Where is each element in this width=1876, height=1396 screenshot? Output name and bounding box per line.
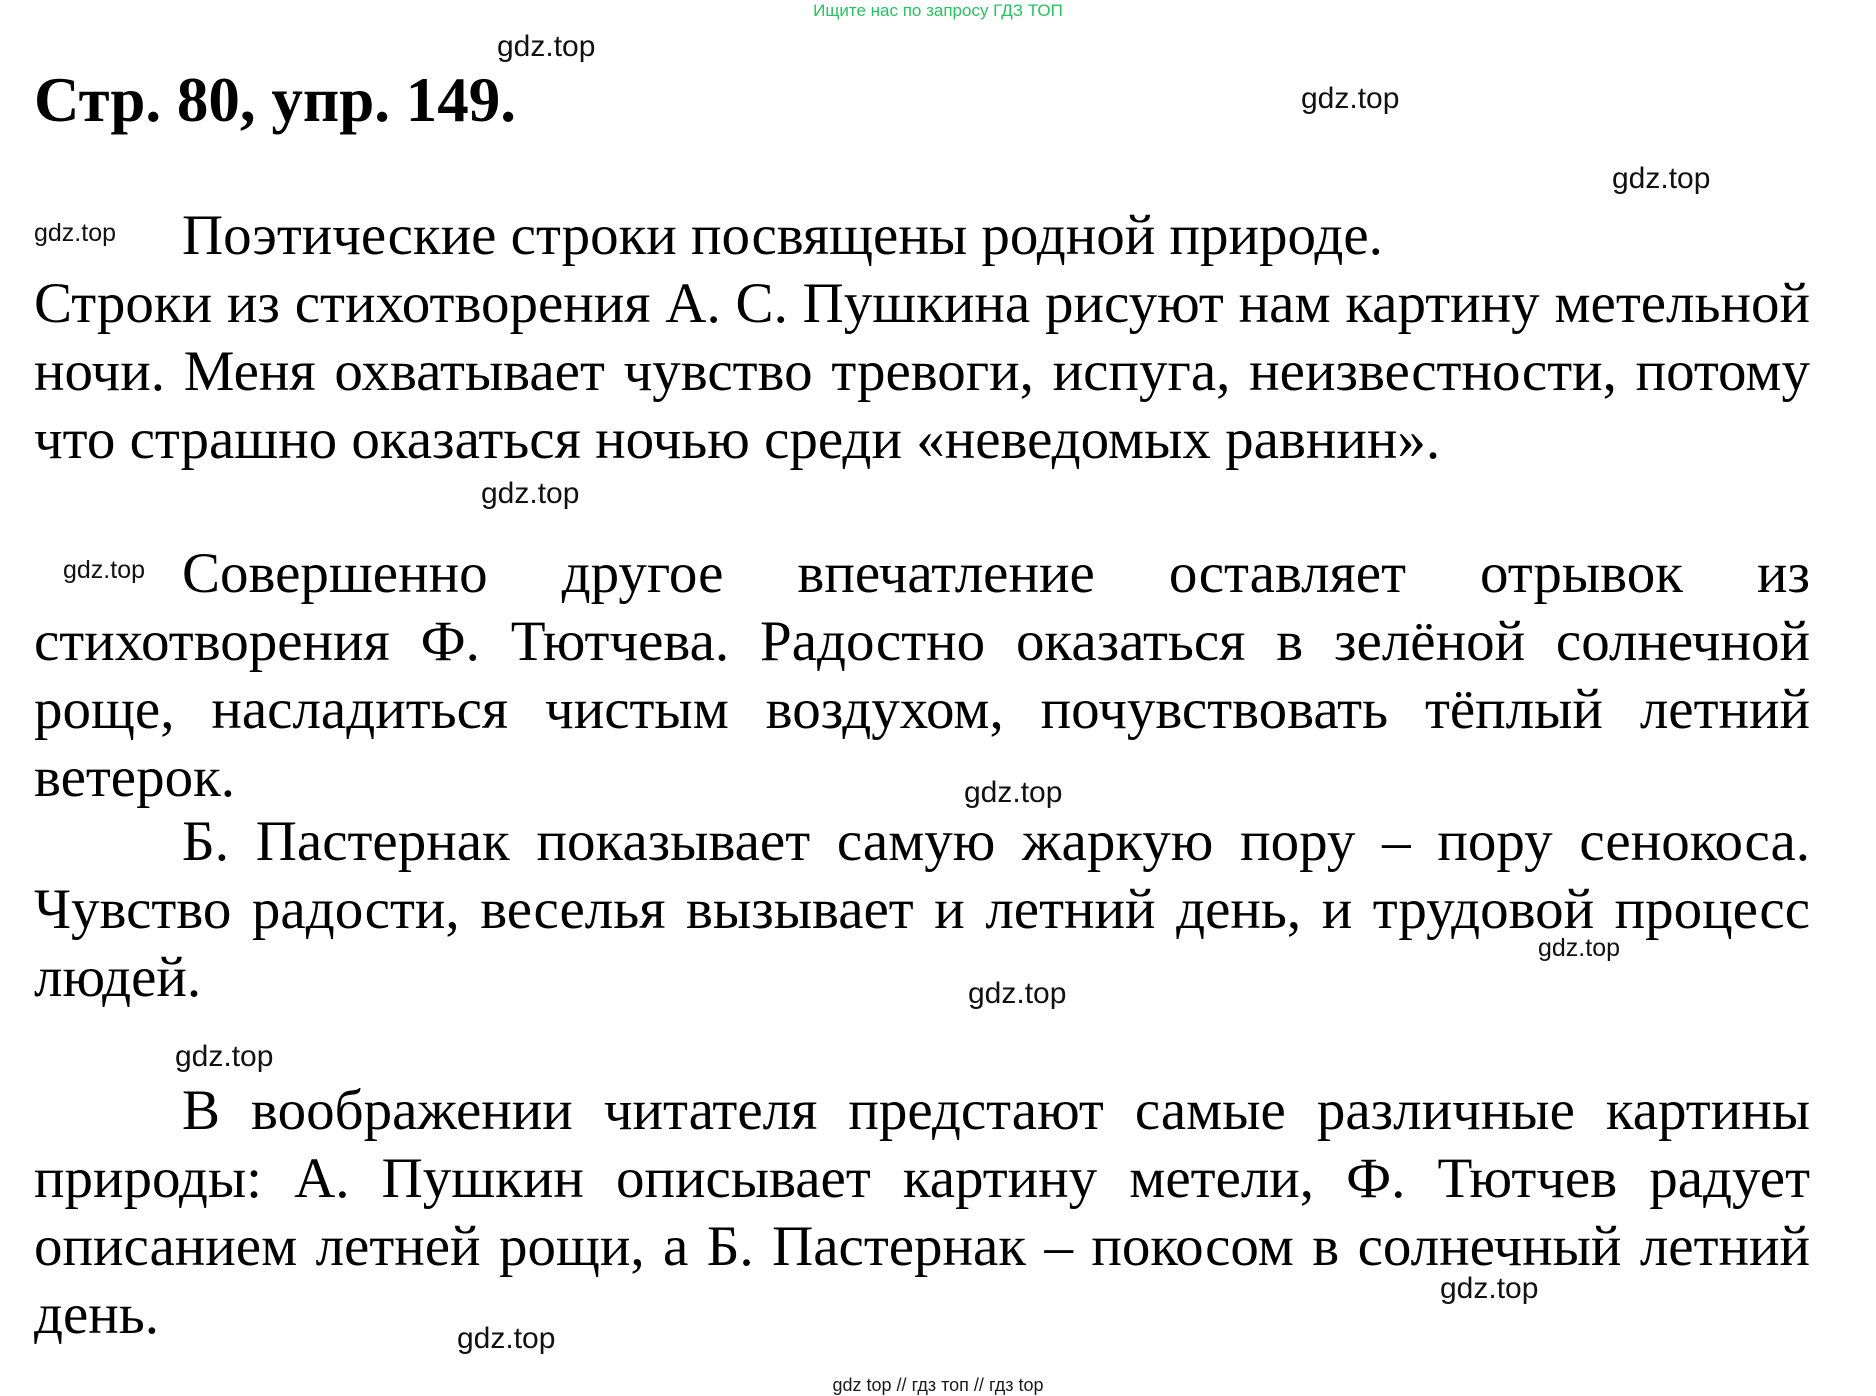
watermark: gdz.top (1440, 1272, 1539, 1305)
footer-link-gdz-top-ru[interactable]: гдз топ (911, 1375, 969, 1395)
page-title: Стр. 80, упр. 149. (34, 65, 517, 135)
paragraph-tyutchev: Совершенно другое впечатление оставляет отрывок из стихотворения Ф. Тютчева. Радостно оказаться в зелёной солнечной роще, насладиться чистым воздухом, почувствовать тёплый летний ветерок. (34, 542, 1810, 809)
footer-links (0, 1374, 1876, 1396)
paragraph-pasternak: Б. Пастернак показывает самую жаркую пору – пору сенокоса. Чувство радости, веселья вызывает и летний день, и трудовой процесс людей. (34, 810, 1810, 1009)
watermark: gdz.top (175, 1040, 274, 1073)
watermark: gdz.top (457, 1322, 556, 1355)
watermark: gdz.top (63, 556, 146, 584)
footer-link-gdz-top[interactable]: gdz top (832, 1375, 892, 1395)
footer-link-gdz-top-mixed[interactable]: гдз top (988, 1375, 1044, 1395)
paragraph-pushkin: Строки из стихотворения А. С. Пушкина рисуют нам картину метельной ночи. Меня охватывает чувство тревоги, испуга, неизвестности, потому что страшно оказаться ночью среди «неведомых равнин». (34, 272, 1810, 471)
watermark: gdz.top (1612, 162, 1711, 195)
footer-separator: // (973, 1375, 984, 1395)
top-banner: Ищите нас по запросу ГДЗ ТОП (813, 1, 1063, 20)
paragraph-intro: Поэтические строки посвящены родной природе. (182, 204, 1383, 267)
watermark: gdz.top (1301, 82, 1400, 115)
watermark: gdz.top (1538, 934, 1621, 962)
watermark: gdz.top (481, 477, 580, 510)
watermark: gdz.top (968, 977, 1067, 1010)
paragraph-conclusion: В воображении читателя предстают самые различные картины природы: А. Пушкин описывает картину метели, Ф. Тютчев радует описанием летней рощи, а Б. Пастернак – покосом в солнечный летний день. (34, 1079, 1810, 1346)
watermark: gdz.top (964, 776, 1063, 809)
watermark: gdz.top (497, 30, 596, 63)
footer-separator: // (896, 1375, 907, 1395)
watermark: gdz.top (34, 219, 117, 247)
